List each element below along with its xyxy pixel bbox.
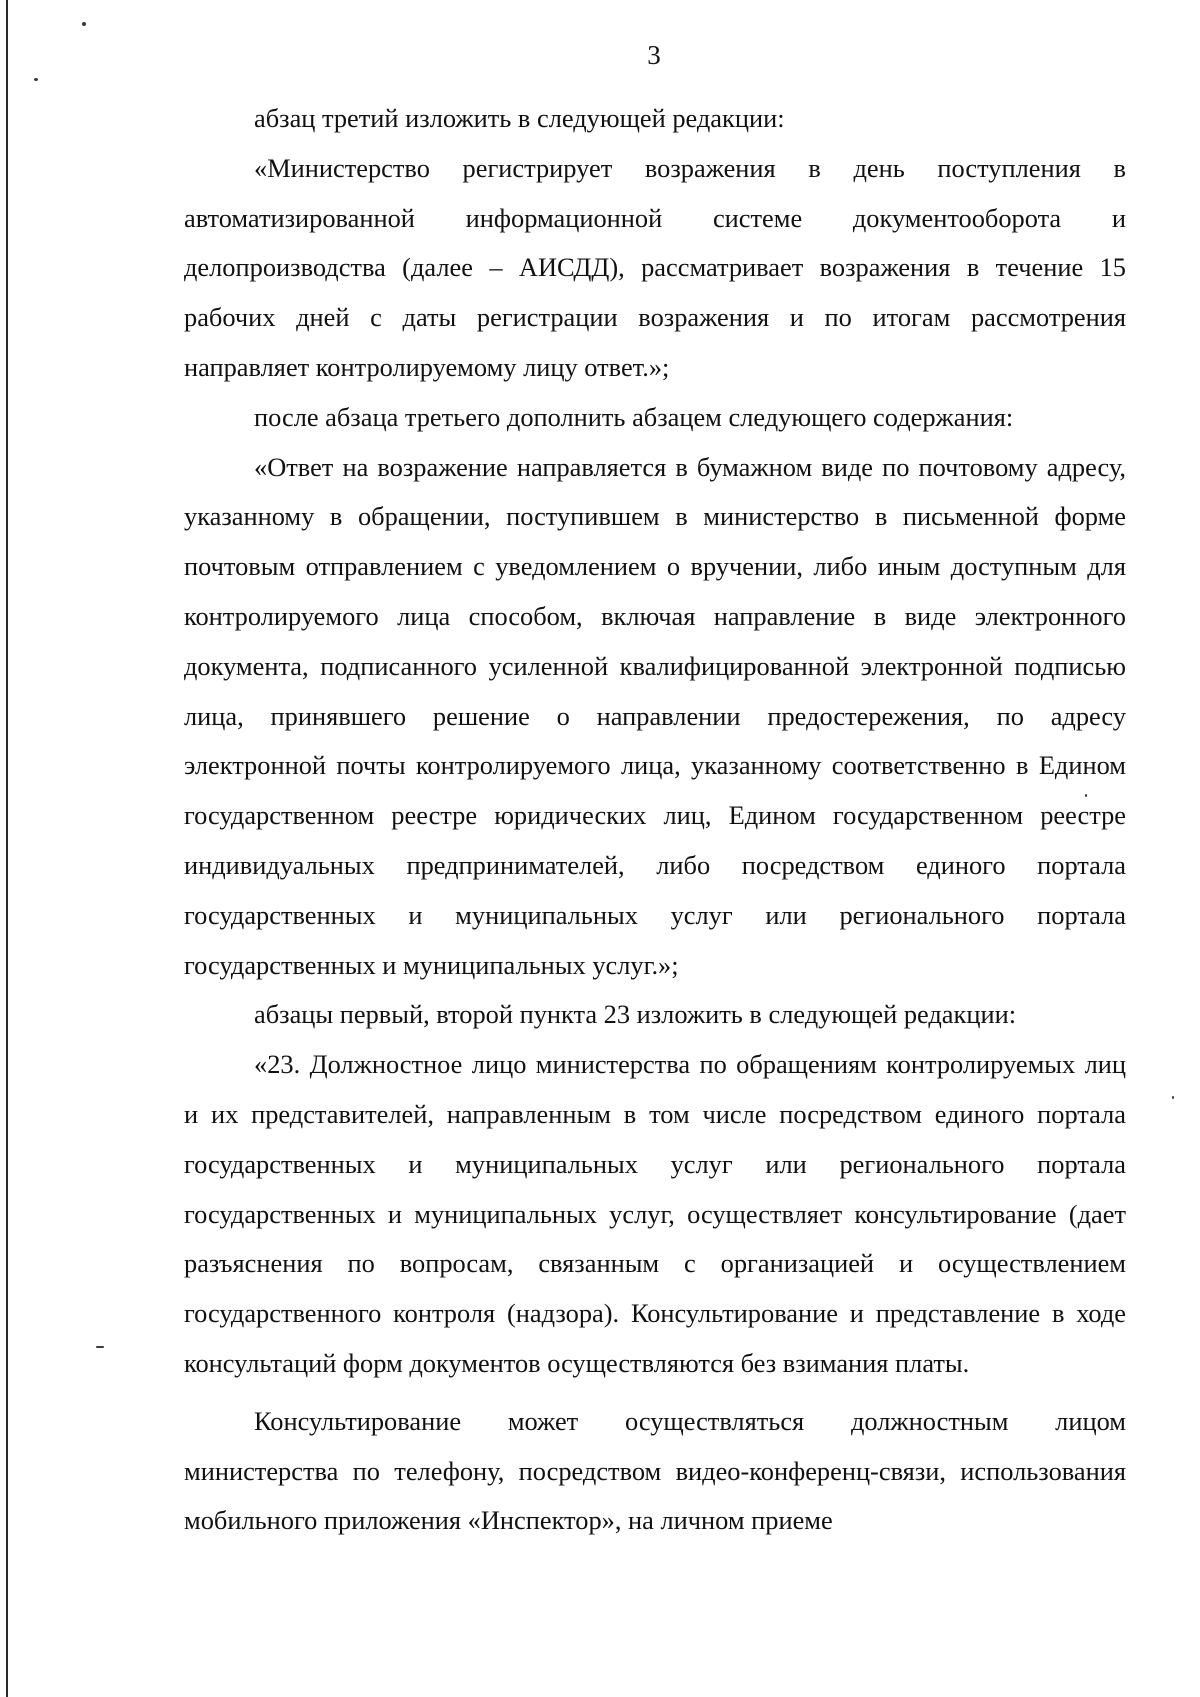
paragraph: «Ответ на возражение направляется в бумажном виде по почтовому адресу, указанному в обращении, поступившем в министерство в письменной форме почтовым отправлением с уведомлением о вручении, либо иным доступным для контролируемого лица способом, включая направление в виде электронного документа, подписанного усиленной квалифицированной электронной подписью лица, принявшего решение о направлении предостережения, по адресу электронной почты контролируемого лица, указанному соответственно в Едином государственном реестре юридических лиц, Едином государственном реестре индивидуальных предпринимателей, либо посредством единого портала государственных и муниципальных услуг или регионального портала государственных и муниципальных услуг.»; — [184, 451, 1126, 980]
paragraph: абзац третий изложить в следующей редакции: — [254, 103, 785, 133]
paragraph: после абзаца третьего дополнить абзацем следующего содержания: — [254, 401, 1014, 432]
scan-speck — [1172, 1096, 1174, 1099]
paragraph: «Министерство регистрирует возражения в день поступления в автоматизированной информационной системе документооборота и делопроизводства (далее – АИСДД), рассматривает возражения в течение 15 рабочих дней с даты регистрации возражения и по итогам рассмотрения направляет контролируемому лицу ответ.»; — [184, 152, 1126, 382]
paragraph: «23. Должностное лицо министерства по обращениям контролируемых лиц и их представителей, направленным в том числе посредством единого портала государственных и муниципальных услуг или регионального портала государственных и муниципальных услуг, осуществляет консультирование (дает разъяснения по вопросам, связанным с организацией и осуществлением государственного контроля (надзора). Консультирование и представление в ходе консультаций форм документов осуществляются без взимания платы. — [184, 1049, 1126, 1378]
paragraph: Консультирование может осуществляться должностным лицом министерства по телефону, посредством видео-конференц-связи, использования мобильного приложения «Инспектор», на личном приеме — [184, 1405, 1126, 1536]
document-body — [184, 94, 1126, 1546]
scan-left-edge — [6, 0, 8, 1697]
page-number: 3 — [647, 40, 661, 70]
scan-speck — [34, 78, 38, 81]
paragraph: абзацы первый, второй пункта 23 изложить в следующей редакции: — [254, 999, 1017, 1030]
scan-speck — [96, 1346, 104, 1348]
scan-speck — [82, 22, 86, 26]
